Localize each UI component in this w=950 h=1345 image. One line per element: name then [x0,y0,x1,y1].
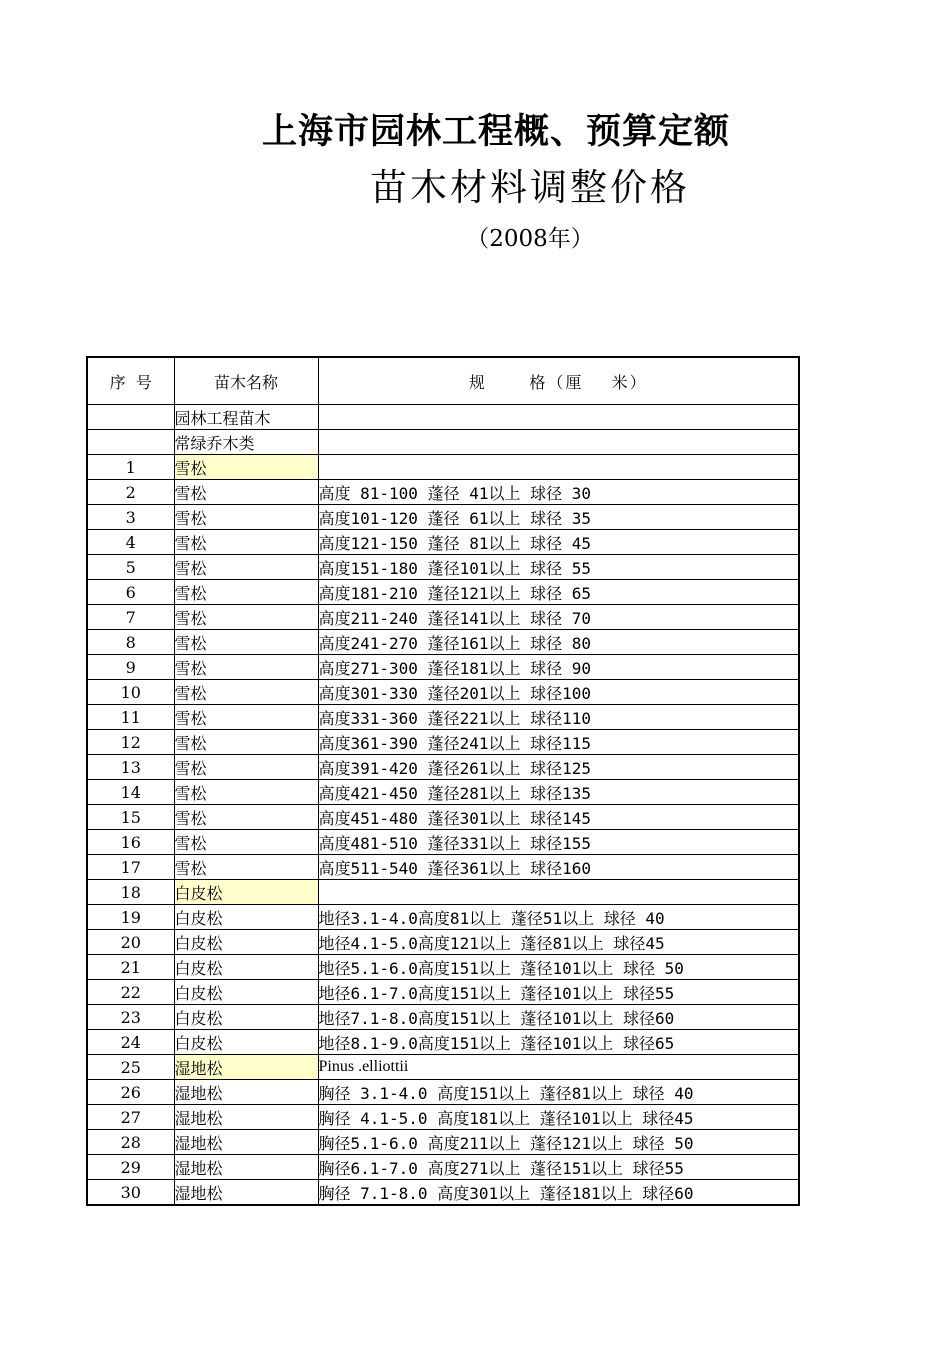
specification: Pinus .elliottii [318,1055,799,1080]
plant-name: 湿地松 [174,1130,318,1155]
table-row [87,1055,799,1080]
table-row [87,805,799,830]
specification: 胸径5.1-6.0 高度211以上 蓬径121以上 球径 50 [318,1130,799,1155]
category-label: 常绿乔木类 [174,430,318,455]
specification: 高度331-360 蓬径221以上 球径110 [318,705,799,730]
row-number: 15 [87,805,174,830]
specification: 胸径 4.1-5.0 高度181以上 蓬径101以上 球径45 [318,1105,799,1130]
header-name: 苗木名称 [174,357,318,405]
table-row [87,780,799,805]
plant-name: 雪松 [174,855,318,880]
row-number: 25 [87,1055,174,1080]
specification: 高度211-240 蓬径141以上 球径 70 [318,605,799,630]
plant-name: 湿地松 [174,1155,318,1180]
table-row [87,980,799,1005]
table-row [87,1105,799,1130]
plant-name: 白皮松 [174,930,318,955]
plant-name: 雪松 [174,505,318,530]
specification [318,880,799,905]
specification: 高度421-450 蓬径281以上 球径135 [318,780,799,805]
category-seq-cell [87,430,174,455]
plant-name: 雪松 [174,730,318,755]
table-row [87,480,799,505]
plant-name: 雪松 [174,655,318,680]
table-row [87,1030,799,1055]
row-number: 27 [87,1105,174,1130]
table-row [87,455,799,480]
table-row [87,880,799,905]
plant-name: 白皮松 [174,880,318,905]
price-table [86,356,800,1206]
table-row [87,555,799,580]
row-number: 21 [87,955,174,980]
specification: 地径6.1-7.0高度151以上 蓬径101以上 球径55 [318,980,799,1005]
table-row [87,655,799,680]
plant-name: 湿地松 [174,1105,318,1130]
plant-name: 雪松 [174,705,318,730]
table-row [87,505,799,530]
specification: 高度481-510 蓬径331以上 球径155 [318,830,799,855]
plant-name: 白皮松 [174,1030,318,1055]
plant-name: 湿地松 [174,1080,318,1105]
row-number: 20 [87,930,174,955]
specification: 高度451-480 蓬径301以上 球径145 [318,805,799,830]
row-number: 6 [87,580,174,605]
specification: 胸径6.1-7.0 高度271以上 蓬径151以上 球径55 [318,1155,799,1180]
header-row [87,357,799,405]
plant-name: 雪松 [174,755,318,780]
table-row [87,530,799,555]
specification: 地径7.1-8.0高度151以上 蓬径101以上 球径60 [318,1005,799,1030]
row-number: 26 [87,1080,174,1105]
row-number: 1 [87,455,174,480]
plant-name: 雪松 [174,455,318,480]
plant-name: 白皮松 [174,955,318,980]
plant-name: 雪松 [174,680,318,705]
row-number: 24 [87,1030,174,1055]
table-row [87,1005,799,1030]
document-year: （2008年） [466,226,594,252]
row-number: 12 [87,730,174,755]
specification: 高度121-150 蓬径 81以上 球径 45 [318,530,799,555]
specification [318,455,799,480]
price-table-body [87,357,799,1205]
plant-name: 雪松 [174,605,318,630]
plant-name: 白皮松 [174,1005,318,1030]
table-row [87,855,799,880]
table-row [87,955,799,980]
document-subtitle: 苗木材料调整价格 [370,166,690,209]
table-row [87,705,799,730]
specification: 高度391-420 蓬径261以上 球径125 [318,755,799,780]
plant-name: 雪松 [174,580,318,605]
specification: 高度361-390 蓬径241以上 球径115 [318,730,799,755]
row-number: 19 [87,905,174,930]
category-label: 园林工程苗木 [174,405,318,430]
specification: 高度241-270 蓬径161以上 球径 80 [318,630,799,655]
plant-name: 白皮松 [174,980,318,1005]
specification: 胸径 3.1-4.0 高度151以上 蓬径81以上 球径 40 [318,1080,799,1105]
table-row [87,1155,799,1180]
plant-name: 雪松 [174,480,318,505]
row-number: 22 [87,980,174,1005]
specification: 高度 81-100 蓬径 41以上 球径 30 [318,480,799,505]
plant-name: 白皮松 [174,905,318,930]
table-row [87,830,799,855]
table-row [87,680,799,705]
row-number: 4 [87,530,174,555]
row-number: 30 [87,1180,174,1206]
table-row [87,730,799,755]
row-number: 11 [87,705,174,730]
category-row [87,405,799,430]
specification: 胸径 7.1-8.0 高度301以上 蓬径181以上 球径60 [318,1180,799,1206]
table-row [87,1080,799,1105]
row-number: 8 [87,630,174,655]
row-number: 7 [87,605,174,630]
category-spec-cell [318,430,799,455]
row-number: 16 [87,830,174,855]
table-row [87,605,799,630]
specification: 高度301-330 蓬径201以上 球径100 [318,680,799,705]
document-title: 上海市园林工程概、预算定额 [262,112,731,152]
header-seq: 序 号 [87,357,174,405]
specification: 地径3.1-4.0高度81以上 蓬径51以上 球径 40 [318,905,799,930]
plant-name: 雪松 [174,555,318,580]
row-number: 14 [87,780,174,805]
table-row [87,1180,799,1206]
category-row [87,430,799,455]
plant-name: 雪松 [174,830,318,855]
plant-name: 雪松 [174,805,318,830]
specification: 高度151-180 蓬径101以上 球径 55 [318,555,799,580]
row-number: 2 [87,480,174,505]
specification: 高度181-210 蓬径121以上 球径 65 [318,580,799,605]
plant-name: 雪松 [174,630,318,655]
category-spec-cell [318,405,799,430]
specification: 高度511-540 蓬径361以上 球径160 [318,855,799,880]
category-seq-cell [87,405,174,430]
plant-name: 湿地松 [174,1055,318,1080]
row-number: 28 [87,1130,174,1155]
table-row [87,905,799,930]
row-number: 29 [87,1155,174,1180]
row-number: 23 [87,1005,174,1030]
row-number: 18 [87,880,174,905]
row-number: 9 [87,655,174,680]
row-number: 10 [87,680,174,705]
table-row [87,630,799,655]
header-spec: 规 格（厘 米） [318,357,799,405]
plant-name: 湿地松 [174,1180,318,1206]
table-row [87,1130,799,1155]
row-number: 5 [87,555,174,580]
specification: 高度101-120 蓬径 61以上 球径 35 [318,505,799,530]
row-number: 3 [87,505,174,530]
specification: 高度271-300 蓬径181以上 球径 90 [318,655,799,680]
specification: 地径5.1-6.0高度151以上 蓬径101以上 球径 50 [318,955,799,980]
plant-name: 雪松 [174,780,318,805]
row-number: 13 [87,755,174,780]
table-row [87,930,799,955]
row-number: 17 [87,855,174,880]
table-row [87,755,799,780]
specification: 地径8.1-9.0高度151以上 蓬径101以上 球径65 [318,1030,799,1055]
table-row [87,580,799,605]
plant-name: 雪松 [174,530,318,555]
specification: 地径4.1-5.0高度121以上 蓬径81以上 球径45 [318,930,799,955]
